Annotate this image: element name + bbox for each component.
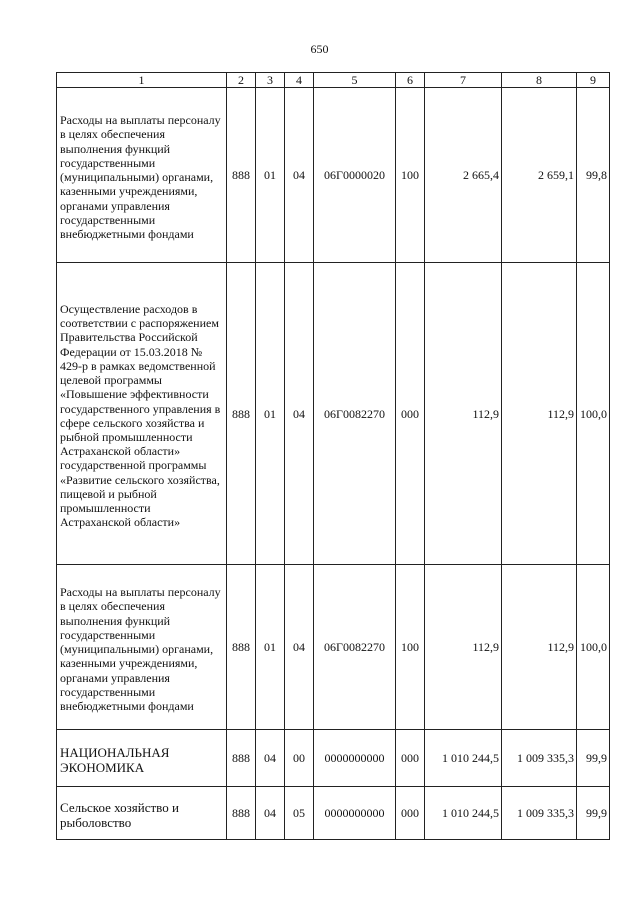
cell-planned: 112,9 [425,263,502,565]
page-number: 650 [310,42,329,56]
row-name-cell [57,787,227,840]
column-header: 2 [227,73,256,88]
cell-executed: 112,9 [502,565,577,730]
cell-ministry: 888 [227,730,256,787]
column-header: 8 [502,73,577,88]
cell-percent: 99,9 [577,787,610,840]
cell-planned: 1 010 244,5 [425,730,502,787]
row-name-cell [57,263,227,565]
column-header: 1 [57,73,227,88]
cell-expense-type: 000 [396,730,425,787]
row-name: Расходы на выплаты персоналу в целях обеспечения выполнения функций государственными (муниципальными) органами, казенными учреждениями, органами управления государственными внебюджетными фондами [60,585,221,713]
cell-percent: 99,8 [577,88,610,263]
cell-executed: 1 009 335,3 [502,787,577,840]
table-row [57,88,610,263]
cell-executed: 2 659,1 [502,88,577,263]
row-name-cell [57,88,227,263]
cell-expense-type: 100 [396,88,425,263]
column-header: 5 [314,73,396,88]
cell-executed: 1 009 335,3 [502,730,577,787]
cell-subsection: 05 [285,787,314,840]
row-name: Расходы на выплаты персоналу в целях обеспечения выполнения функций государственными (муниципальными) органами, казенными учреждениями, органами управления государственными внебюджетными фондами [60,113,221,241]
cell-target-article: 06Г0000020 [314,88,396,263]
cell-subsection: 00 [285,730,314,787]
cell-percent: 99,9 [577,730,610,787]
cell-executed: 112,9 [502,263,577,565]
cell-subsection: 04 [285,88,314,263]
table-row [57,263,610,565]
table-row [57,565,610,730]
cell-target-article: 0000000000 [314,730,396,787]
column-header: 4 [285,73,314,88]
cell-section: 01 [256,263,285,565]
row-name-cell [57,730,227,787]
row-name: Осуществление расходов в соответствии с распоряжением Правительства Российской Федерации от 15.03.2018 № 429-р в рамках ведомственной целевой программы «Повышение эффективности государственного управления в сфере сельского хозяйства и рыбной промышленности Астраханской области» государственной программы «Развитие сельского хозяйства, пищевой и рыбной промышленности Астраханской области» [60,302,221,530]
cell-expense-type: 000 [396,263,425,565]
cell-subsection: 04 [285,565,314,730]
table-row [57,730,610,787]
cell-planned: 112,9 [425,565,502,730]
cell-ministry: 888 [227,263,256,565]
cell-section: 01 [256,565,285,730]
cell-planned: 2 665,4 [425,88,502,263]
column-header: 6 [396,73,425,88]
cell-ministry: 888 [227,88,256,263]
column-header: 3 [256,73,285,88]
cell-target-article: 06Г0082270 [314,263,396,565]
cell-planned: 1 010 244,5 [425,787,502,840]
cell-target-article: 0000000000 [314,787,396,840]
cell-target-article: 06Г0082270 [314,565,396,730]
cell-percent: 100,0 [577,263,610,565]
cell-ministry: 888 [227,565,256,730]
table-row [57,787,610,840]
column-header: 7 [425,73,502,88]
column-header: 9 [577,73,610,88]
budget-table [56,72,610,840]
row-name: Сельское хозяйство и рыболовство [60,800,179,831]
row-name-cell [57,565,227,730]
cell-percent: 100,0 [577,565,610,730]
cell-expense-type: 100 [396,565,425,730]
cell-section: 01 [256,88,285,263]
cell-subsection: 04 [285,263,314,565]
cell-section: 04 [256,787,285,840]
cell-section: 04 [256,730,285,787]
cell-ministry: 888 [227,787,256,840]
column-number-row [57,73,610,88]
cell-expense-type: 000 [396,787,425,840]
row-name: НАЦИОНАЛЬНАЯ ЭКОНОМИКА [60,745,170,776]
